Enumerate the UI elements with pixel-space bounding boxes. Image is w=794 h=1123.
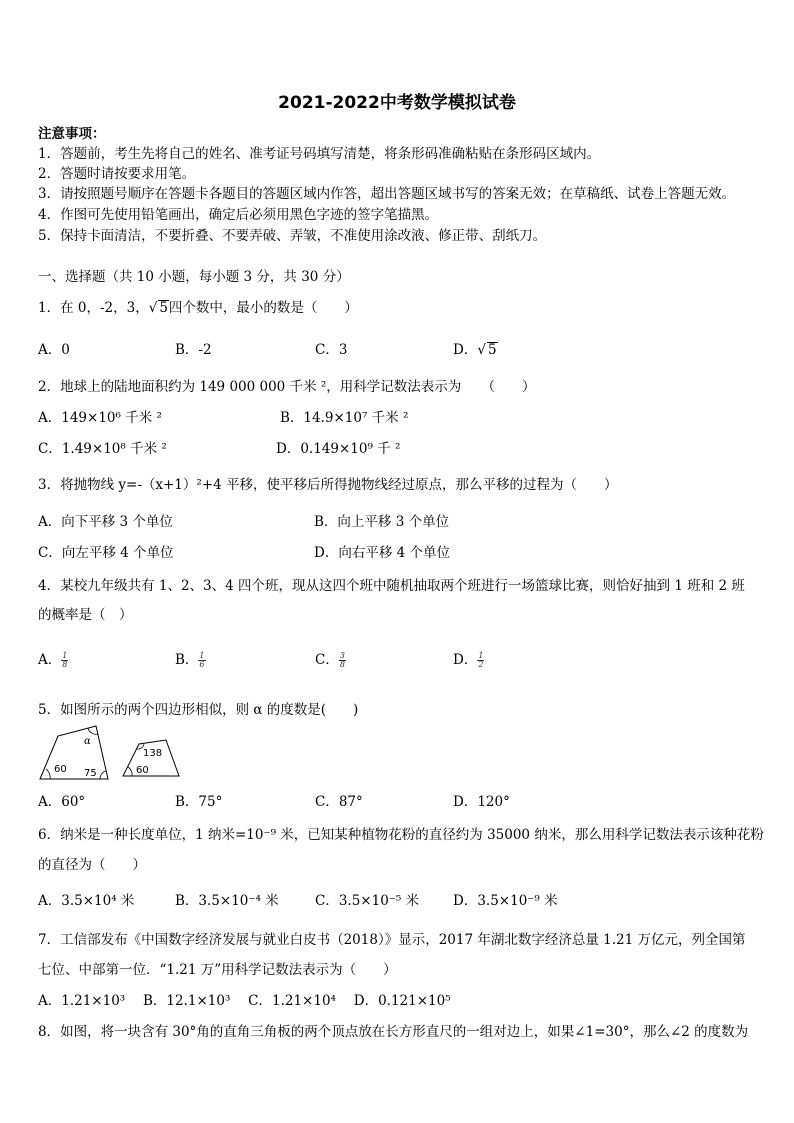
question-4-stem-cont: 的概率是（ ） [38,607,133,623]
notice-item: 1．答题前，考生先将自己的姓名、准考证号码填写清楚，将条形码准确粘贴在条形码区域内。 [38,146,601,162]
notice-item: 2．答题时请按要求用笔。 [38,166,196,182]
question-1-stem: 1．在 0，-2，3，√ 5四个数中，最小的数是（ ） [38,300,358,316]
notice-item: 4．作图可先使用铅笔画出，确定后必须用黑色字迹的签字笔描黑。 [38,207,439,223]
q4-option-d: D． $\frac{1}{2}$ [453,651,484,669]
label-60: 60 [136,765,149,776]
q3-option-a: A．向下平移 3 个单位 [38,514,173,530]
question-4-stem: 4．某校九年级共有 1、2、3、4 四个班，现从这四个班中随机抽取两个班进行一场篮球比赛，则恰好抽到 1 班和 2 班 [38,578,745,594]
q2-option-d: D．0.149×10⁹ 千 ² [276,441,401,457]
question-8-stem: 8．如图，将一块含有 30°角的直角三角板的两个顶点放在长方形直尺的一组对边上，如果∠1=30°，那么∠2 的度数为 [38,1024,749,1040]
q5-option-b: B．75° [175,794,223,810]
q2-option-c: C．1.49×10⁸ 千米 ² [38,441,167,457]
radicand: 5 [159,300,168,316]
sqrt-sign: √ [148,300,158,316]
q1-option-d: D．√ 5 [453,342,497,358]
notice-item: 5．保持卡面清洁，不要折叠、不要弄破、弄皱，不准使用涂改液、修正带、刮纸刀。 [38,228,547,244]
question-2-stem: 2．地球上的陆地面积约为 149 000 000 千米 ²，用科学记数法表示为 （ ） [38,379,536,395]
q7-options: A．1.21×10³ B．12.1×10³ C．1.21×10⁴ D．0.121×10⁵ [38,993,451,1009]
fraction: $\frac{3}{8}$ [339,651,345,669]
q3-option-c: C．向左平移 4 个单位 [38,545,174,561]
q4-option-b: B． $\frac{1}{6}$ [175,651,205,669]
q1-option-c: C．3 [315,342,348,358]
angle-arc [128,767,132,776]
q5-option-c: C．87° [315,794,363,810]
question-5-stem: 5．如图所示的两个四边形相似，则 α 的度数是( ) [38,702,359,718]
q6-option-c: C．3.5×10⁻⁵ 米 [315,893,420,909]
question-6-stem: 6．纳米是一种长度单位，1 纳米=10⁻⁹ 米，已知某种植物花粉的直径约为 35000 纳米，那么用科学记数法表示该种花粉 [38,827,764,843]
question-6-stem-cont: 的直径为（ ） [38,857,146,873]
q4-option-c: C． $\frac{3}{8}$ [315,651,345,669]
q3-option-b: B．向上平移 3 个单位 [314,514,450,530]
q2-option-b: B．14.9×10⁷ 千米 ² [280,410,409,426]
q4-option-a: A． $\frac{1}{8}$ [38,651,68,669]
q6-option-b: B．3.5×10⁻⁴ 米 [175,893,279,909]
section-heading: 一、选择题（共 10 小题，每小题 3 分，共 30 分） [38,269,350,285]
label-60: 60 [54,764,67,775]
fraction: $\frac{1}{8}$ [62,651,68,669]
label-alpha: α [84,736,91,747]
q1-option-b: B．-2 [175,342,212,358]
q5-option-a: A．60° [38,794,86,810]
question-7-stem-cont: 七位、中部第一位．“1.21 万”用科学记数法表示为（ ） [38,962,397,978]
label-138: 138 [143,748,163,759]
page-title: 2021-2022中考数学模拟试卷 [278,93,516,113]
fraction: $\frac{1}{6}$ [199,651,205,669]
label-75: 75 [84,768,97,779]
sqrt-sign: √ [477,342,486,358]
question-3-stem: 3．将抛物线 y=-（x+1）²+4 平移，使平移后所得抛物线经过原点，那么平移的过程为（ ） [38,477,618,493]
angle-arc [100,771,106,779]
q5-option-d: D．120° [453,794,510,810]
similar-quadrilaterals-figure [36,722,196,784]
question-7-stem: 7．工信部发布《中国数字经济发展与就业白皮书（2018）》显示，2017 年湖北数字经济总量 1.21 万亿元，列全国第 [38,932,746,948]
q3-option-d: D．向右平移 4 个单位 [314,545,450,561]
notice-heading: 注意事项： [38,126,106,142]
fraction: $\frac{1}{2}$ [478,651,484,669]
notice-item: 3．请按照题号顺序在答题卡各题目的答题区域内作答，超出答题区域书写的答案无效；在草稿纸、试卷上答题无效。 [38,186,736,202]
angle-arc [46,769,50,779]
q1-option-a: A．0 [38,342,70,358]
q6-option-a: A．3.5×10⁴ 米 [38,893,135,909]
q2-option-a: A．149×10⁶ 千米 ² [38,410,162,426]
q6-option-d: D．3.5×10⁻⁹ 米 [453,893,558,909]
radicand: 5 [487,342,497,358]
